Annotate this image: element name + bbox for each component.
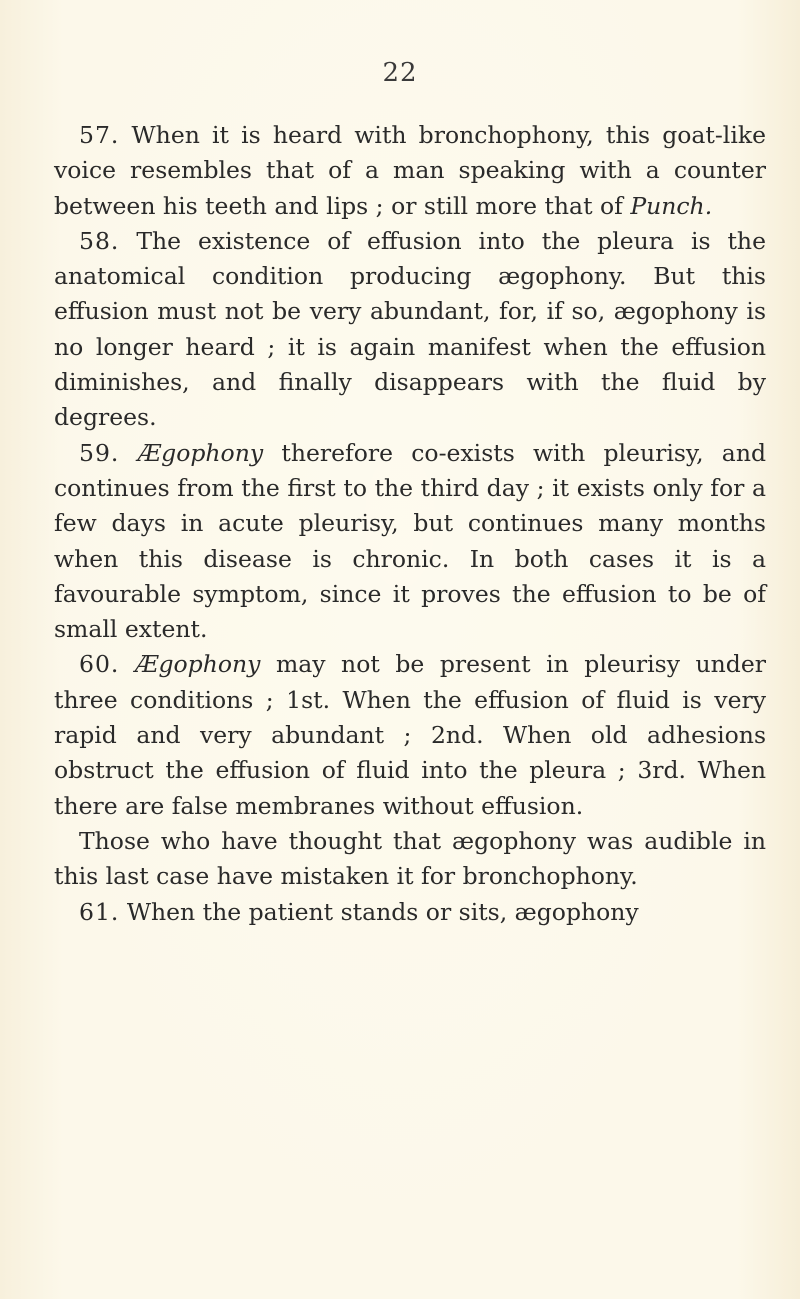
paragraph-59 <box>54 436 766 648</box>
paragraph-italic-text: Punch. <box>630 191 713 220</box>
paragraph-57 <box>54 118 766 224</box>
paragraph-text: therefore co-exists with pleurisy, and continues from the first to the third day ; it exists only for a few days in acute pleurisy, but continues many months when this disease is chronic. In both cases it is a favourable symptom, since it proves the effusion to be of small extent. <box>54 438 766 644</box>
paragraph-58 <box>54 224 766 436</box>
paragraph-number: 61. <box>79 897 120 926</box>
paragraph-text: When the patient stands or sits, ægophony <box>126 897 639 926</box>
paragraph-text: may not be present in pleurisy under three conditions ; 1st. When the effusion of fluid is very rapid and very abundant ; 2nd. When old adhesions obstruct the effusion of fluid into the pleura ; 3rd. When there are false membranes without effusion. <box>54 650 766 820</box>
paragraph-italic-text: Ægophony <box>134 650 261 679</box>
paragraph-61 <box>54 895 766 930</box>
paragraph-number: 60. <box>79 650 120 679</box>
page-number: 22 <box>382 58 418 88</box>
paragraph-60 <box>54 647 766 823</box>
paragraph-those-who <box>54 824 766 895</box>
paragraph-text: Those who have thought that ægophony was audible in this last case have mistaken it for bronchophony. <box>54 826 766 891</box>
paragraph-number: 58. <box>79 226 120 255</box>
paragraph-text: The existence of effusion into the pleura is the anatomical condition producing ægophony. But this effusion must not be very abundant, for, if so, ægophony is no longer heard ; it is again manifest when the effusion diminishes, and finally disappears with the fluid by degrees. <box>54 226 766 432</box>
paragraph-text: When it is heard with bronchophony, this goat-like voice resembles that of a man speaking with a counter between his teeth and lips ; or still more that of <box>54 121 766 220</box>
paragraph-number: 57. <box>79 121 120 149</box>
paragraph-number: 59. <box>79 438 120 467</box>
paragraph-italic-text: Ægophony <box>137 438 264 467</box>
body-text <box>54 118 766 930</box>
